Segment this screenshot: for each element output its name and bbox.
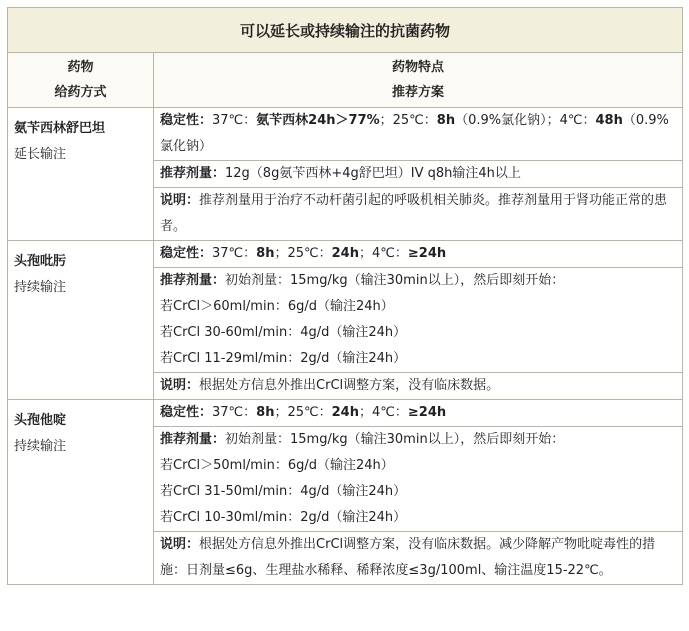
dose-line: 若CrCl＞50ml/min：6g/d（输注24h） bbox=[160, 458, 394, 473]
dose-label: 推荐剂量： bbox=[160, 273, 226, 288]
dose-block bbox=[154, 267, 682, 372]
dose-label: 推荐剂量： bbox=[160, 432, 226, 447]
drug-name: 头孢吡肟 bbox=[14, 254, 67, 269]
stability-text: 37℃： bbox=[212, 246, 257, 261]
administration-mode: 延长输注 bbox=[14, 147, 67, 162]
drug-cell bbox=[8, 241, 154, 400]
header-drug-mode bbox=[8, 53, 154, 108]
header-features-plan bbox=[154, 53, 683, 108]
dose-label: 推荐剂量： bbox=[160, 166, 226, 181]
note-label: 说明： bbox=[160, 378, 200, 393]
dose-line: 若CrCl 30-60ml/min：4g/d（输注24h） bbox=[160, 325, 407, 340]
drug-cell bbox=[8, 400, 154, 585]
dose-text: 12g（8g氨苄西林+4g舒巴坦）IV q8h输注4h以上 bbox=[225, 166, 521, 181]
drug-cell bbox=[8, 108, 154, 241]
stability-text: ；25℃： bbox=[274, 405, 332, 420]
note-text: 根据处方信息外推出CrCl调整方案，没有临床数据。减少降解产物吡啶毒性的措施：日剂量≤6g、生理盐水稀释、稀释浓度≤3g/100ml、输注温度15-22℃。 bbox=[160, 537, 656, 578]
stability-block bbox=[154, 241, 682, 267]
stability-text: （0.9%氯化钠） bbox=[160, 113, 669, 154]
note-label: 说明： bbox=[160, 537, 200, 552]
stability-text: 24h bbox=[331, 246, 359, 261]
note-block bbox=[154, 372, 682, 399]
stability-text: 氨苄西林24h＞77% bbox=[256, 113, 380, 128]
dose-text: 初始剂量：15mg/kg（输注30min以上），然后即刻开始： bbox=[225, 273, 565, 288]
stability-text: ；25℃： bbox=[379, 113, 437, 128]
drug-name: 氨苄西林舒巴坦 bbox=[14, 121, 106, 136]
dose-line: 若CrCl 11-29ml/min：2g/d（输注24h） bbox=[160, 351, 407, 366]
stability-text: ≥24h bbox=[407, 405, 447, 420]
antibiotic-table bbox=[7, 7, 683, 585]
note-label: 说明： bbox=[160, 193, 200, 208]
stability-text: 37℃： bbox=[212, 113, 257, 128]
drug-name: 头孢他啶 bbox=[14, 413, 67, 428]
note-text: 推荐剂量用于治疗不动杆菌引起的呼吸机相关肺炎。推荐剂量用于肾功能正常的患者。 bbox=[160, 193, 668, 234]
details-cell bbox=[154, 241, 683, 400]
dose-block bbox=[154, 160, 682, 187]
details-cell bbox=[154, 108, 683, 241]
stability-text: 8h bbox=[256, 405, 275, 420]
table-title: 可以延长或持续输注的抗菌药物 bbox=[8, 8, 683, 53]
stability-text: 8h bbox=[436, 113, 456, 128]
table-row bbox=[8, 108, 683, 241]
stability-label: 稳定性： bbox=[160, 405, 213, 420]
stability-text: 8h bbox=[256, 246, 275, 261]
dose-line: 若CrCl＞60ml/min：6g/d（输注24h） bbox=[160, 299, 394, 314]
stability-label: 稳定性： bbox=[160, 246, 213, 261]
dose-block bbox=[154, 426, 682, 531]
stability-text: ；4℃： bbox=[359, 405, 408, 420]
note-block bbox=[154, 531, 682, 584]
details-cell bbox=[154, 400, 683, 585]
stability-text: 37℃： bbox=[212, 405, 257, 420]
stability-text: ；4℃： bbox=[359, 246, 408, 261]
stability-text: 24h bbox=[331, 405, 359, 420]
stability-label: 稳定性： bbox=[160, 113, 213, 128]
note-text: 根据处方信息外推出CrCl调整方案，没有临床数据。 bbox=[199, 378, 500, 393]
table-row bbox=[8, 241, 683, 400]
stability-text: ；25℃： bbox=[274, 246, 332, 261]
note-block bbox=[154, 187, 682, 240]
dose-text: 初始剂量：15mg/kg（输注30min以上），然后即刻开始： bbox=[225, 432, 565, 447]
table-row bbox=[8, 400, 683, 585]
header-mode: 给药方式 bbox=[54, 85, 107, 100]
header-plan: 推荐方案 bbox=[392, 85, 445, 100]
stability-text: 48h bbox=[595, 113, 623, 128]
stability-text: （0.9%氯化钠）；4℃： bbox=[455, 113, 596, 128]
administration-mode: 持续输注 bbox=[14, 439, 67, 454]
stability-text: ≥24h bbox=[407, 246, 447, 261]
stability-block bbox=[154, 400, 682, 426]
stability-block bbox=[154, 108, 682, 160]
header-features: 药物特点 bbox=[392, 60, 445, 75]
administration-mode: 持续输注 bbox=[14, 280, 67, 295]
dose-line: 若CrCl 10-30ml/min：2g/d（输注24h） bbox=[160, 510, 407, 525]
header-drug: 药物 bbox=[67, 60, 94, 75]
dose-line: 若CrCl 31-50ml/min：4g/d（输注24h） bbox=[160, 484, 407, 499]
